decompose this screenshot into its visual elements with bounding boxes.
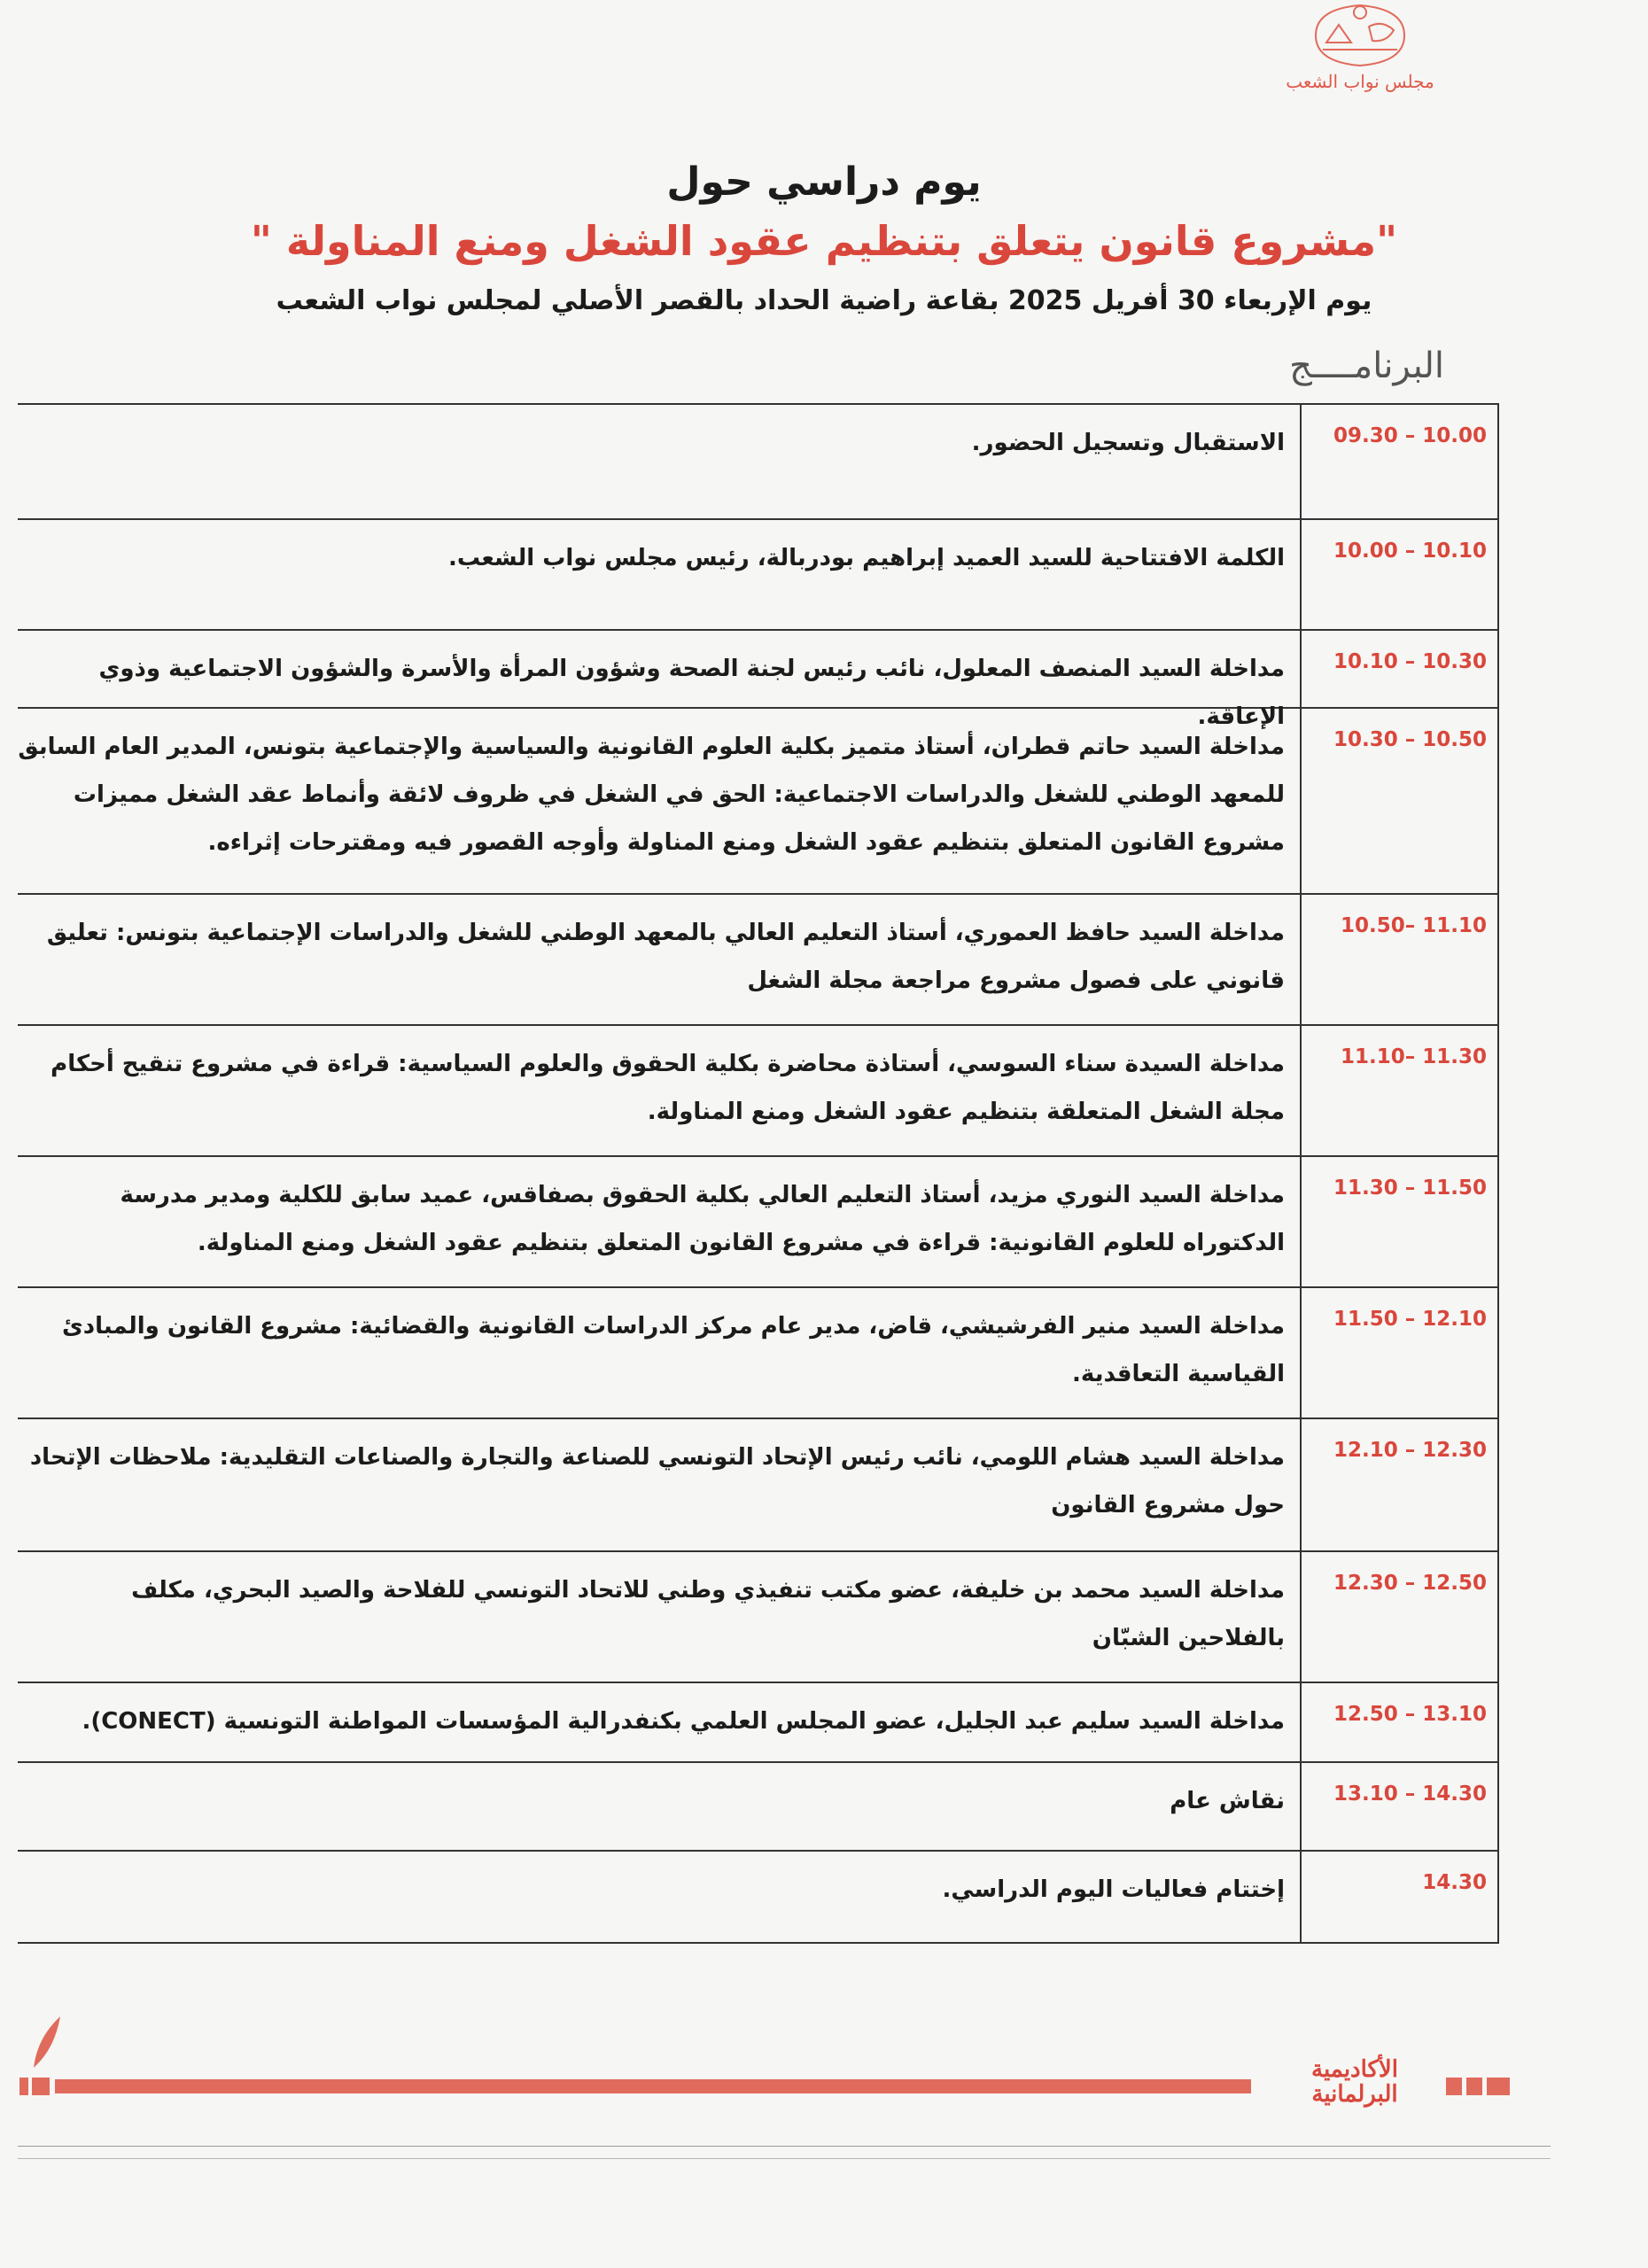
program-row <box>18 520 1499 631</box>
parliament-emblem <box>1245 0 1475 115</box>
session-description: مداخلة السيدة سناء السوسي، أستاذة محاضرة بكلية الحقوق والعلوم السياسية: قراءة في مشروع تنقيح أحكام مجلة الشغل المتعلقة بتنظيم عقود الشغل ومنع المناولة. <box>51 1051 1285 1125</box>
program-row <box>18 1157 1499 1288</box>
program-row <box>18 1026 1499 1157</box>
program-row <box>18 631 1499 730</box>
session-description: مداخلة السيد منير الفرشيشي، قاض، مدير عام مركز الدراسات القانونية والقضائية: مشروع القانون والمبادئ القياسية التعاقدية. <box>61 1313 1285 1387</box>
session-time: 13.10 – 14.30 <box>1333 1783 1487 1806</box>
session-description: الاستقبال وتسجيل الحضور. <box>971 430 1285 456</box>
event-subtitle: "مشروع قانون يتعلق بتنظيم عقود الشغل ومنع المناولة " <box>250 217 1398 265</box>
session-description: مداخلة السيد حاتم قطران، أستاذ متميز بكلية العلوم القانونية والسياسية والإجتماعية بتونس، المدير العام السابق للمعهد الوطني للشغل والدراسات الاجتماعية: الحق في الشغل في ظروف لائقة وأنماط عقد الشغل مميزات مشروع القانون المتعلق بتنظيم عقود الشغل ومنع المناولة وأوجه القصور فيه ومقترحات إثراءه. <box>18 734 1285 856</box>
footer-marker <box>1487 2078 1510 2095</box>
page-title: يوم دراسي حول <box>666 159 982 205</box>
program-row <box>18 895 1499 1026</box>
footer-marker <box>1446 2078 1462 2095</box>
session-description: مداخلة السيد هشام اللومي، نائب رئيس الإتحاد التونسي للصناعة والتجارة والصناعات التقليدية: ملاحظات الإتحاد حول مشروع القانون <box>29 1444 1285 1518</box>
parliament-seal-icon <box>1298 0 1422 69</box>
footer-bar <box>55 2079 1251 2093</box>
session-description: مداخلة السيد النوري مزيد، أستاذ التعليم العالي بكلية الحقوق بصفاقس، عميد سابق للكلية ومدير مدرسة الدكتوراه للعلوم القانونية: قراءة في مشروع القانون المتعلق بتنظيم عقود الشغل ومنع المناولة. <box>120 1182 1285 1256</box>
program-row <box>18 1552 1499 1683</box>
program-row <box>18 405 1499 520</box>
session-description: مداخلة السيد المنصف المعلول، نائب رئيس لجنة الصحة وشؤون المرأة والأسرة والشؤون الاجتماعية وذوي الإعاقة. <box>98 656 1285 730</box>
program-row <box>18 1288 1499 1419</box>
program-row <box>18 1763 1499 1852</box>
session-description: مداخلة السيد محمد بن خليفة، عضو مكتب تنفيذي وطني للاتحاد التونسي للفلاحة والصيد البحري، مكلف بالفلاحين الشبّان <box>131 1577 1285 1651</box>
session-time: 14.30 <box>1422 1871 1487 1894</box>
session-time: 10.50– 11.10 <box>1340 914 1487 937</box>
session-time: 09.30 – 10.00 <box>1333 424 1487 447</box>
footer-marker <box>19 2078 28 2095</box>
session-time: 12.50 – 13.10 <box>1333 1703 1487 1726</box>
footer-marker <box>1466 2078 1482 2095</box>
session-description: مداخلة السيد سليم عبد الجليل، عضو المجلس العلمي بكنفدرالية المؤسسات المواطنة التونسية (CONECT). <box>82 1708 1285 1735</box>
session-description: مداخلة السيد حافظ العموري، أستاذ التعليم العالي بالمعهد الوطني للشغل والدراسات الإجتماعية بتونس: تعليق قانوني على فصول مشروع مراجعة مجلة الشغل <box>46 920 1285 994</box>
emblem-caption: مجلس نواب الشعب <box>1286 71 1434 92</box>
session-time: 10.00 – 10.10 <box>1333 540 1487 563</box>
footer-marker <box>32 2078 50 2095</box>
quill-icon <box>25 2011 69 2073</box>
program-row <box>18 709 1499 895</box>
session-description: إختتام فعاليات اليوم الدراسي. <box>942 1876 1285 1903</box>
program-row <box>18 1419 1499 1552</box>
program-table <box>18 403 1499 1944</box>
session-description: نقاش عام <box>1170 1788 1285 1814</box>
footer-divider <box>18 2146 1551 2147</box>
session-time: 11.30 – 11.50 <box>1333 1177 1487 1200</box>
session-description: الكلمة الافتتاحية للسيد العميد إبراهيم بودربالة، رئيس مجلس نواب الشعب. <box>447 545 1285 571</box>
session-time: 10.30 – 10.50 <box>1333 728 1487 751</box>
session-time: 11.50 – 12.10 <box>1333 1308 1487 1331</box>
session-time: 12.30 – 12.50 <box>1333 1572 1487 1595</box>
academy-logo: الأكاديمية البرلمانية <box>1311 2056 1398 2108</box>
program-row <box>18 1683 1499 1763</box>
program-row <box>18 1852 1499 1942</box>
event-dateline: يوم الإربعاء 30 أفريل 2025 بقاعة راضية الحداد بالقصر الأصلي لمجلس نواب الشعب <box>276 285 1372 316</box>
footer-divider <box>18 2158 1551 2159</box>
session-time: 10.10 – 10.30 <box>1333 650 1487 673</box>
session-time: 12.10 – 12.30 <box>1333 1439 1487 1462</box>
session-time: 11.10– 11.30 <box>1340 1045 1487 1068</box>
program-heading: البرنامــــج <box>1289 346 1444 386</box>
